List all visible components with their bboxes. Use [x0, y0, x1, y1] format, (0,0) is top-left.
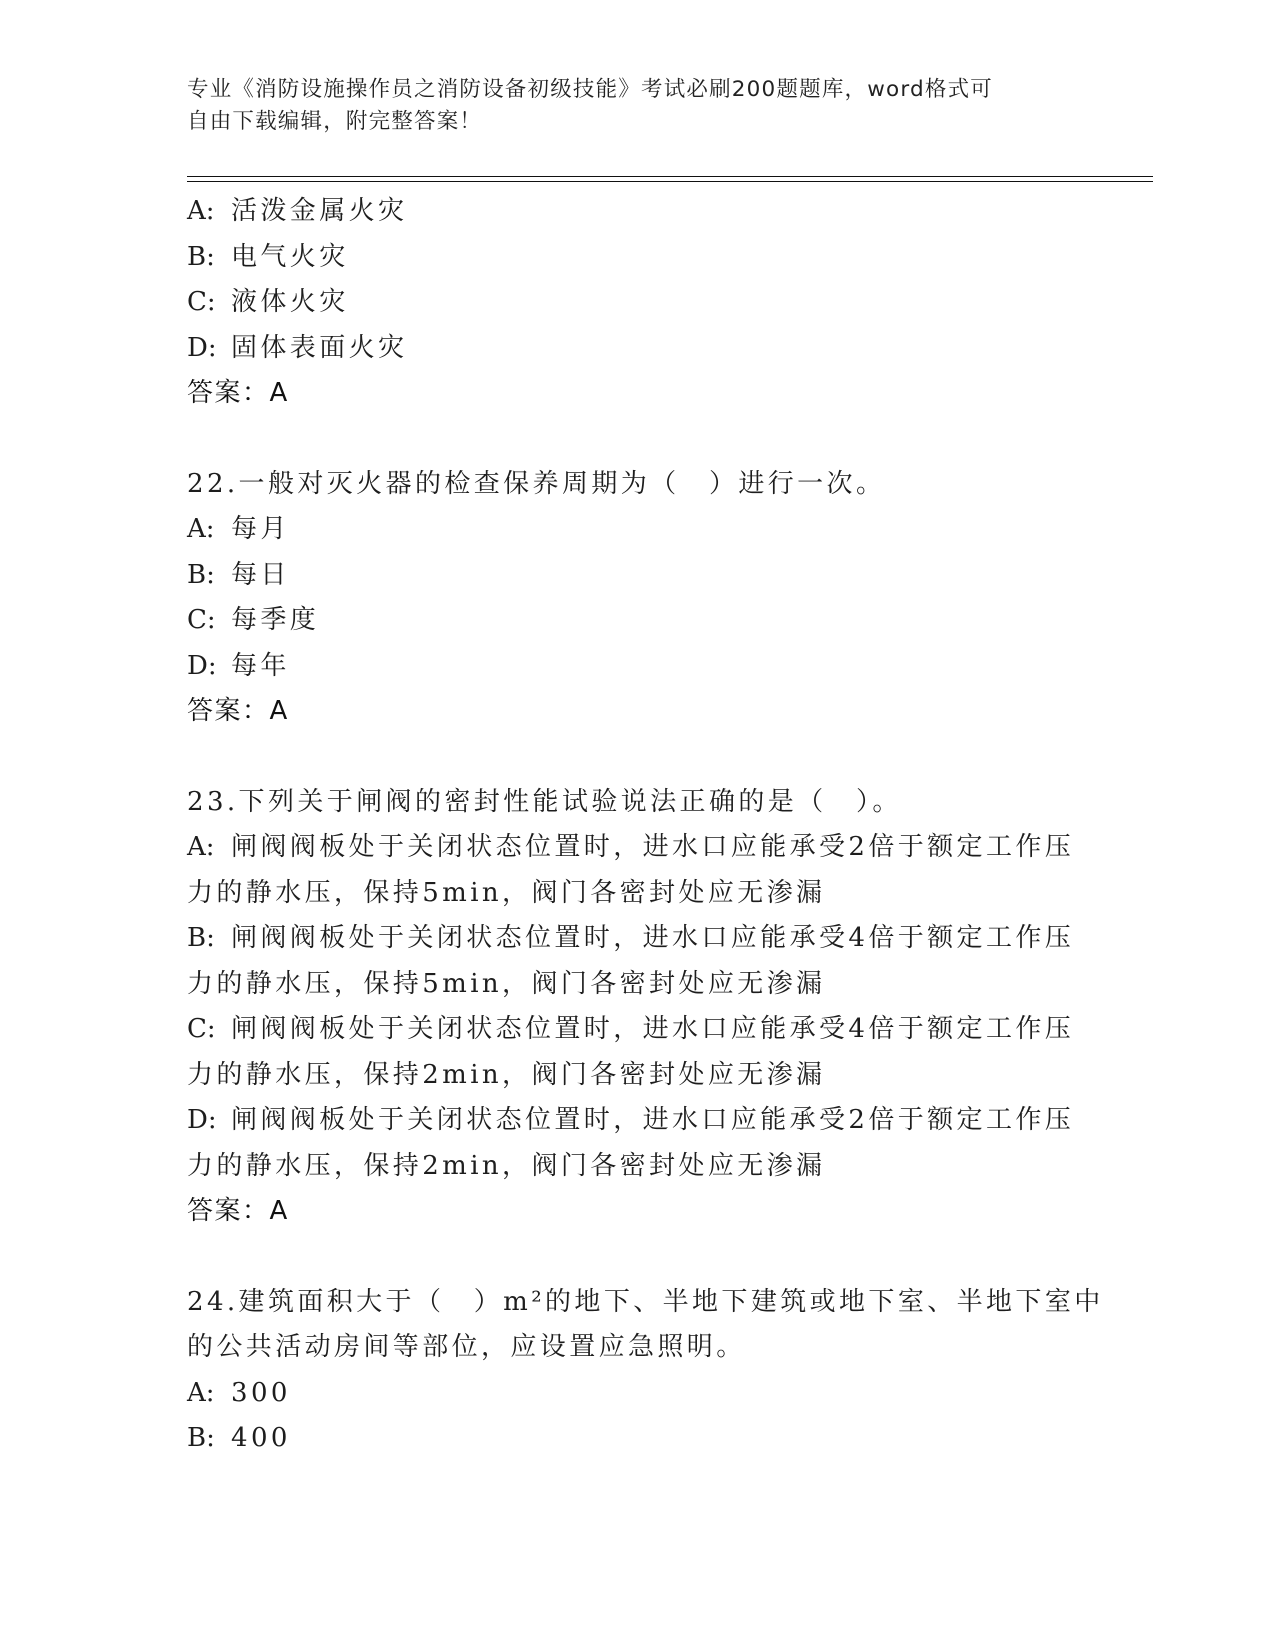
header-line-1: 专业《消防设施操作员之消防设备初级技能》考试必刷200题题库，word格式可 — [187, 77, 993, 102]
question-list — [187, 189, 1104, 1462]
option-text: 液体火灾 — [231, 287, 349, 317]
header-divider-top — [187, 176, 1153, 177]
option-a — [187, 1371, 1087, 1417]
question-22 — [187, 462, 1087, 735]
option-text: 闸阀阀板处于关闭状态位置时，进水口应能承受2倍于额定工作压 — [231, 1105, 1075, 1135]
option-c — [187, 598, 1087, 644]
option-text: 每日 — [231, 559, 290, 590]
option-label: D: — [187, 1105, 217, 1135]
option-text: 固体表面火灾 — [231, 332, 408, 363]
option-text: 闸阀阀板处于关闭状态位置时，进水口应能承受2倍于额定工作压 — [231, 832, 1075, 862]
option-label: B: — [187, 241, 215, 272]
option-d — [187, 1098, 1087, 1144]
option-b-continued: 力的静水压，保持5min，阀门各密封处应无渗漏 — [187, 968, 826, 999]
option-c — [187, 280, 1087, 326]
option-b — [187, 1416, 1087, 1462]
option-a — [187, 189, 1087, 235]
question-stem: 24.建筑面积大于（ ）m²的地下、半地下建筑或地下室、半地下室中 — [187, 1286, 1104, 1317]
option-label: C: — [187, 605, 216, 635]
question-24 — [187, 1280, 1104, 1462]
question-23 — [187, 780, 1087, 1235]
answer-line: 答案：A — [187, 378, 289, 408]
option-a-continued: 力的静水压，保持5min，阀门各密封处应无渗漏 — [187, 877, 826, 908]
option-label: D: — [187, 332, 217, 363]
option-c — [187, 1007, 1087, 1053]
option-label: D: — [187, 650, 217, 681]
option-b — [187, 235, 1087, 281]
document-header — [187, 74, 1067, 138]
option-label: B: — [187, 1423, 215, 1453]
option-label: C: — [187, 287, 216, 317]
option-text: 300 — [231, 1377, 291, 1408]
option-text: 每年 — [231, 650, 290, 681]
spacer — [187, 735, 1087, 780]
option-text: 每季度 — [231, 605, 320, 635]
spacer — [187, 417, 1087, 462]
option-text: 每月 — [231, 514, 290, 544]
option-label: A: — [187, 1377, 215, 1408]
header-divider-bottom — [187, 181, 1153, 182]
option-d-continued: 力的静水压，保持2min，阀门各密封处应无渗漏 — [187, 1150, 826, 1181]
spacer — [187, 1235, 1087, 1280]
option-label: B: — [187, 559, 215, 590]
question-stem: 22.一般对灭火器的检查保养周期为（ ）进行一次。 — [187, 468, 886, 499]
option-c-continued: 力的静水压，保持2min，阀门各密封处应无渗漏 — [187, 1059, 826, 1090]
option-text: 400 — [231, 1423, 291, 1453]
option-a — [187, 507, 1087, 553]
answer-line: 答案：A — [187, 696, 289, 726]
option-label: C: — [187, 1014, 216, 1044]
option-text: 闸阀阀板处于关闭状态位置时，进水口应能承受4倍于额定工作压 — [231, 1014, 1075, 1044]
option-label: A: — [187, 514, 215, 544]
option-d — [187, 326, 1087, 372]
option-label: A: — [187, 832, 215, 862]
option-text: 活泼金属火灾 — [231, 196, 408, 226]
question-21 — [187, 189, 1087, 417]
option-label: B: — [187, 923, 215, 953]
option-text: 闸阀阀板处于关闭状态位置时，进水口应能承受4倍于额定工作压 — [231, 923, 1075, 953]
option-b — [187, 916, 1087, 962]
option-b — [187, 553, 1087, 599]
option-d — [187, 644, 1087, 690]
question-stem: 23.下列关于闸阀的密封性能试验说法正确的是（ ）。 — [187, 786, 902, 817]
answer-line: 答案：A — [187, 1196, 289, 1226]
option-label: A: — [187, 196, 215, 226]
option-text: 电气火灾 — [231, 241, 349, 272]
option-a — [187, 825, 1087, 871]
header-line-2: 自由下载编辑，附完整答案！ — [187, 109, 483, 134]
question-stem-continued: 的公共活动房间等部位，应设置应急照明。 — [187, 1332, 746, 1362]
